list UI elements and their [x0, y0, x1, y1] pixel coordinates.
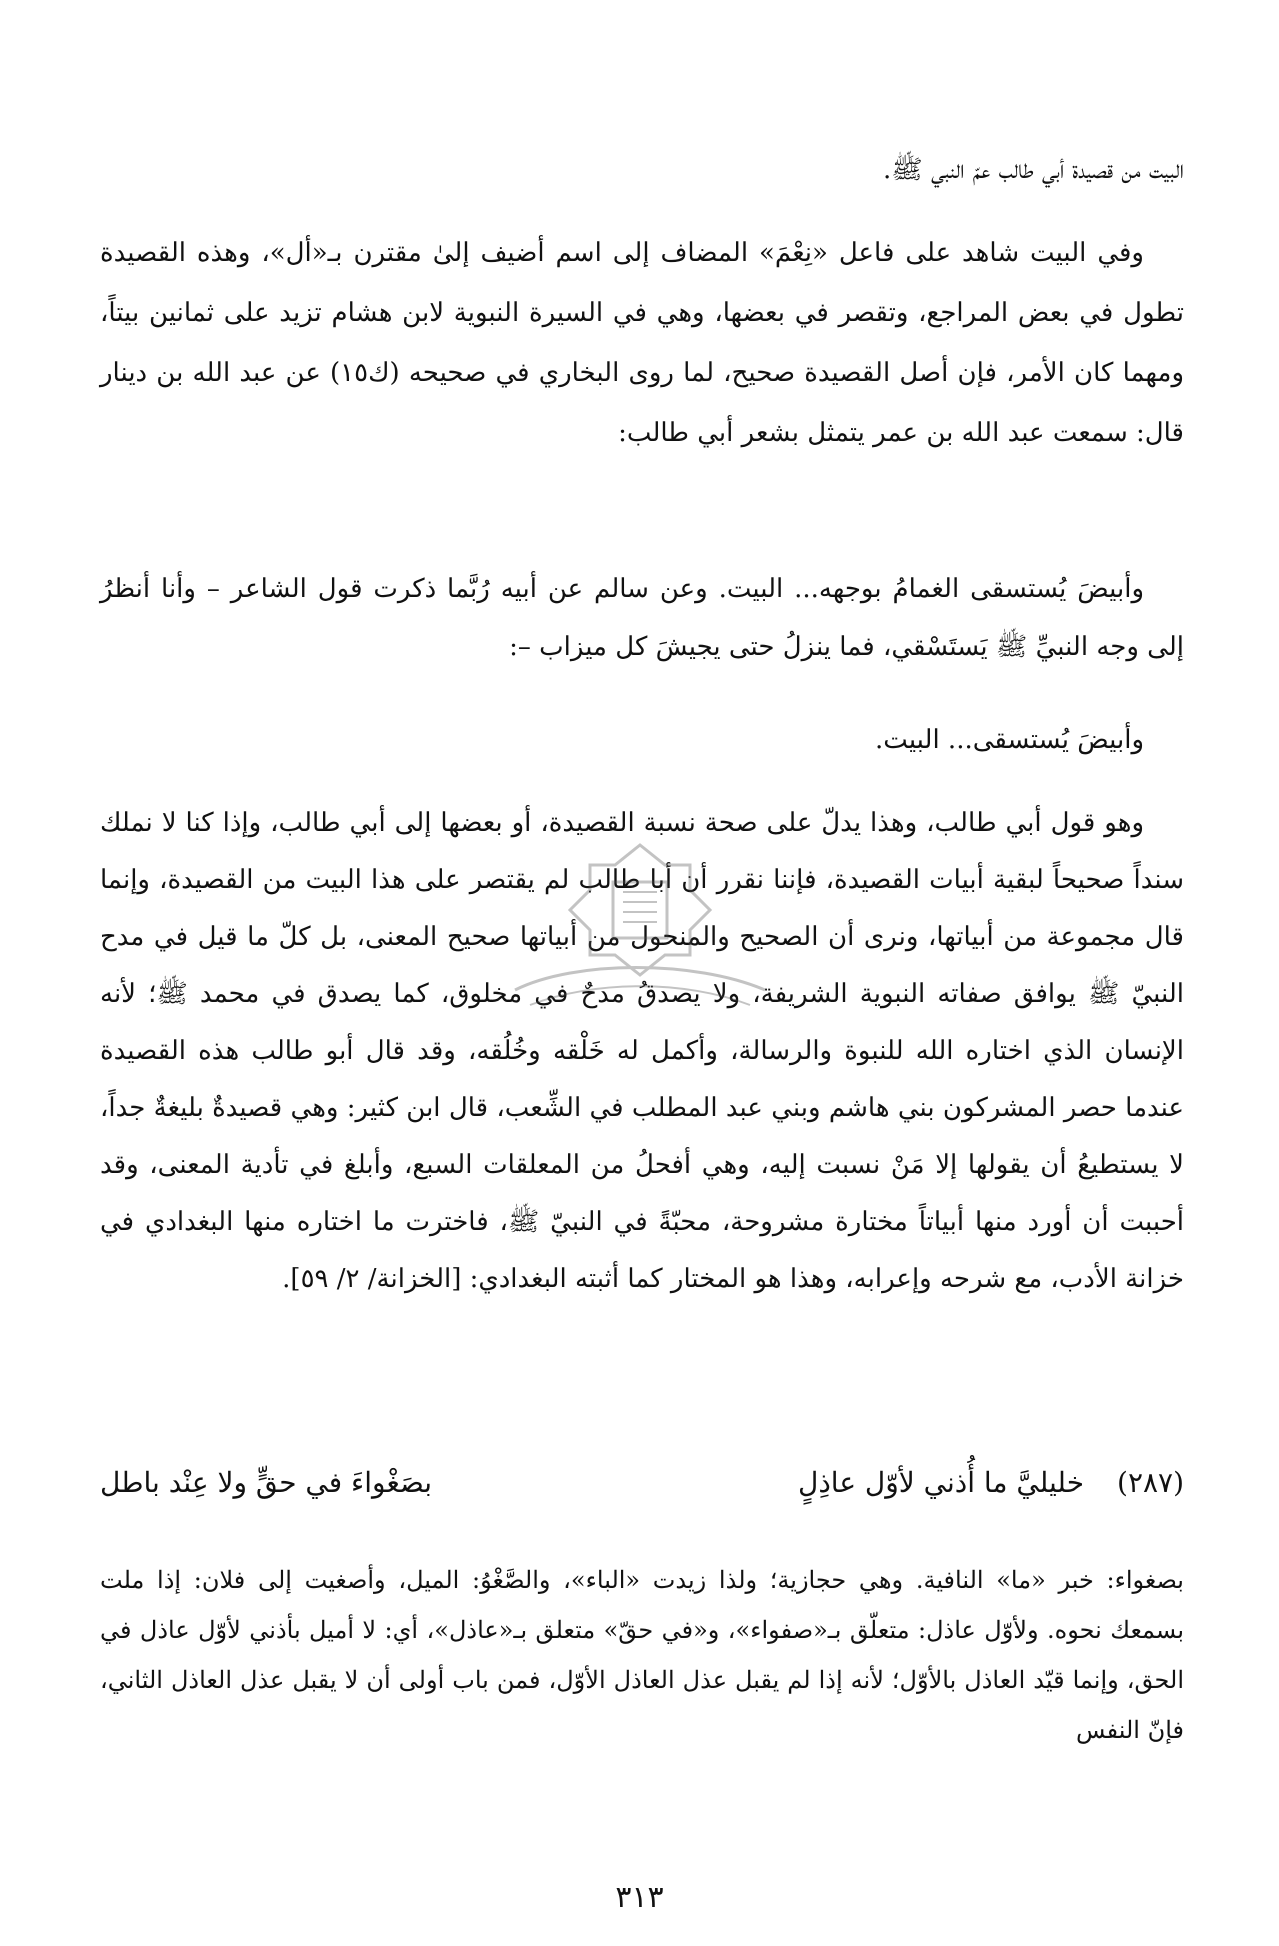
- paragraph-bukhari-narration: وأبيضَ يُستسقى الغمامُ بوجهه... البيت. وعن سالم عن أبيه رُبَّما ذكرت قول الشاعر – وأنا أنظرُ إلى وجه النبيِّ ﷺ يَستَسْقي، فما ينزلُ حتى يجيشَ كل ميزاب –:: [100, 574, 1184, 662]
- verse-second-hemistich: بصَغْواءَ في حقٍّ ولا عِنْد باطل: [100, 1466, 433, 1499]
- paragraph-shahid: وفي البيت شاهد على فاعل «نِعْمَ» المضاف إلى اسم أضيف إلىٰ مقترن بـ«أل»، وهذه القصيدة تطول في بعض المراجع، وتقصر في بعضها، وهي في السيرة النبوية لابن هشام تزيد على ثمانين بيتاً، ومهما كان الأمر، فإن أصل القصيدة صحيح، لما روى البخاري في صحيحه (ك١٥) عن عبد الله بن دينار قال: سمعت عبد الله بن عمر يتمثل بشعر أبي طالب:: [100, 238, 1184, 448]
- page-number: ٣١٣: [615, 1880, 664, 1915]
- verse-first-hemistich: خليليَّ ما أُذني لأوّل عاذِلٍ: [797, 1466, 1084, 1499]
- verse-number: (٢٨٧): [1117, 1466, 1184, 1499]
- paragraph-verse-quote: وأبيضَ يُستسقى... البيت.: [875, 725, 1144, 755]
- poem-verse: [100, 1458, 1184, 1508]
- paragraph-qasida-authenticity: وهو قول أبي طالب، وهذا يدلّ على صحة نسبة القصيدة، أو بعضها إلى أبي طالب، وإذا كنا لا نملك سنداً صحيحاً لبقية أبيات القصيدة، فإننا نقرر أن أبا طالب لم يقتصر على هذا البيت من القصيدة، وإنما قال مجموعة من أبياتها، ونرى أن الصحيح والمنحول من أبياتها صحيح المعنى، بل كلّ ما قيل في مدح النبيّ ﷺ يوافق صفاته النبوية الشريفة، ولا يصدقُ مدحٌ في مخلوق، كما يصدق في محمد ﷺ؛ لأنه الإنسان الذي اختاره الله للنبوة والرسالة، وأكمل له خَلْقه وخُلُقه، وقد قال أبو طالب هذه القصيدة عندما حصر المشركون بني هاشم وبني عبد المطلب في الشِّعب، قال ابن كثير: وهي قصيدةٌ بليغةٌ جداً، لا يستطيعُ أن يقولها إلا مَنْ نسبت إليه، وهي أفحلُ من المعلقات السبع، وأبلغ في تأدية المعنى، وقد أحببت أن أورد منها أبياتاً مختارة مشروحة، محبّةً في النبيّ ﷺ، فاخترت ما اختاره منها البغدادي في خزانة الأدب، مع شرحه وإعرابه، وهذا هو المختار كما أثبته البغدادي: [الخزانة/ ٢/ ٥٩].: [100, 808, 1184, 1294]
- intro-line: البيت من قصيدة أبي طالب عمّ النبي ﷺ.: [883, 155, 1184, 185]
- verse-commentary: بصغواء: خبر «ما» النافية. وهي حجازية؛ ولذا زيدت «الباء»، والصَّغْوُ: الميل، وأصغيت إلى فلان: إذا ملت بسمعك نحوه. ولأوّل عاذل: متعلّق بـ«صفواء»، و«في حقّ» متعلق بـ«عاذل»، أي: لا أميل بأذني لأوّل عاذل في الحق، وإنما قيّد العاذل بالأوّل؛ لأنه إذا لم يقبل عذل العاذل الأوّل، فمن باب أولى أن لا يقبل عذل العاذل الثاني، فإنّ النفس: [100, 1566, 1185, 1744]
